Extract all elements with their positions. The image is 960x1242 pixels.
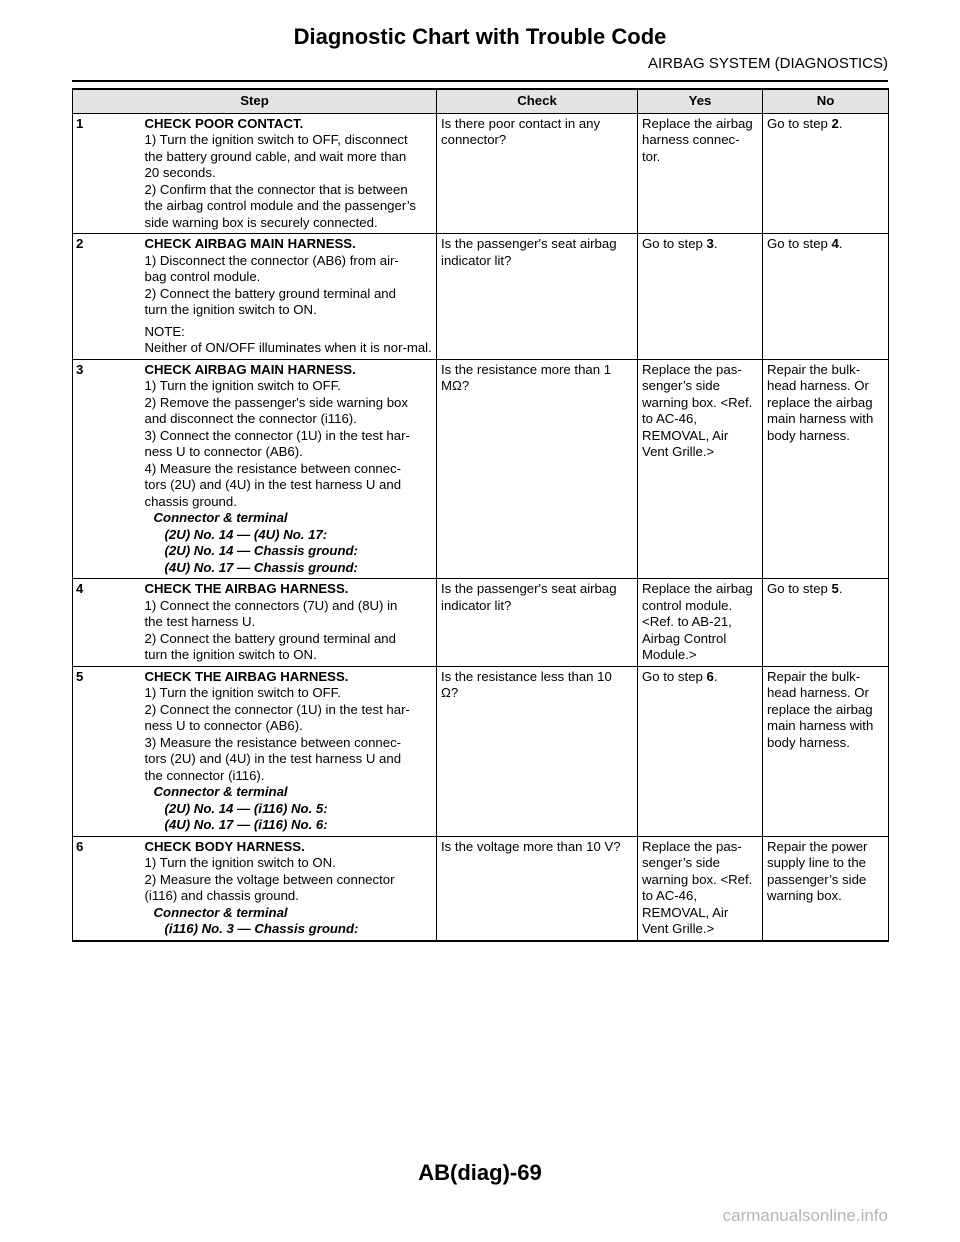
connector-terminal-row: (2U) No. 14 — Chassis ground: [164,543,358,558]
header-rule [72,80,888,82]
connector-terminal-header: Connector & terminal [153,510,288,525]
yes-goto-suffix: . [713,668,718,684]
step-instruction: tors (2U) and (4U) in the test harness U and [144,751,402,766]
step-instruction: 1) Turn the ignition switch to ON. [144,855,336,870]
diagnostic-table [72,88,889,942]
no-goto-step: 2 [831,115,839,131]
connector-terminal-header: Connector & terminal [153,784,288,799]
no-cell [763,359,889,579]
yes-text: Airbag Control [642,630,727,646]
no-goto-suffix: . [838,236,843,251]
step-instruction: ness U to connector (AB6). [144,718,303,733]
no-text: supply line to the [767,855,866,870]
check-text: Is there poor contact in any [441,115,601,131]
step-instruction: the test harness U. [144,614,256,629]
yes-text: Vent Grille.> [642,921,715,936]
no-goto-step: 5 [831,581,839,596]
yes-cell [638,836,763,941]
step-cell [143,234,437,360]
yes-text: warning box. <Ref. [642,394,753,410]
yes-text: senger’s side [642,855,720,870]
no-text: warning box. [767,888,842,903]
step-instruction: 2) Connect the battery ground terminal and [144,285,396,301]
table-row [73,579,889,667]
step-instruction: turn the ignition switch to ON. [144,302,317,317]
no-goto-text [767,236,885,253]
step-number-cell [73,666,143,836]
step-number-cell [73,234,143,360]
yes-goto-prefix: Go to step [642,236,707,251]
check-text: Is the resistance more than 1 [441,361,612,377]
check-text: Is the voltage more than 10 V? [441,838,621,854]
table-row [73,234,889,360]
step-instruction: 1) Turn the ignition switch to OFF. [144,378,341,393]
yes-cell [638,359,763,579]
step-number: 3 [76,361,84,377]
connector-terminal-row: (i116) No. 3 — Chassis ground: [164,921,359,936]
no-text: replace the airbag [767,701,873,717]
check-text: indicator lit? [441,597,512,613]
yes-text: <Ref. to AB-21, [642,614,732,629]
step-instruction: 1) Turn the ignition switch to OFF, disconnect [144,132,408,147]
table-row [73,359,889,579]
step-title: CHECK AIRBAG MAIN HARNESS. [144,361,356,377]
no-text: body harness. [767,427,850,443]
check-text: Is the resistance less than 10 [441,668,612,684]
yes-cell [638,666,763,836]
step-instruction: 3) Measure the resistance between connec- [144,734,402,750]
step-instruction: 1) Disconnect the connector (AB6) from air- [144,252,399,268]
yes-text: warning box. <Ref. [642,871,753,887]
table-header-row [73,89,889,113]
step-cell [143,359,437,579]
step-instruction: 2) Connect the connector (1U) in the test har- [144,701,410,717]
yes-text: REMOVAL, Air [642,904,729,920]
no-text: head harness. Or [767,685,869,700]
yes-text: to AC-46, [642,411,697,426]
step-instruction: side warning box is securely connected. [144,214,378,230]
step-instruction: (i116) and chassis ground. [144,888,299,903]
connector-terminal-row: (2U) No. 14 — (4U) No. 17: [164,526,328,542]
no-cell [763,836,889,941]
check-text: indicator lit? [441,252,512,268]
column-header-check: Check [437,89,638,113]
check-text: MΩ? [441,378,470,393]
step-number: 5 [76,668,84,684]
no-text: main harness with [767,411,874,426]
yes-text: REMOVAL, Air [642,427,729,443]
column-header-yes: Yes [638,89,763,113]
connector-terminal-header: Connector & terminal [153,904,288,920]
check-cell [437,359,638,579]
check-text: connector? [441,132,507,147]
check-text: Ω? [441,685,459,700]
step-instruction: turn the ignition switch to ON. [144,647,317,662]
yes-text: Replace the pas- [642,838,742,854]
yes-text: Replace the airbag [642,115,753,131]
step-instruction: the connector (i116). [144,767,265,783]
step-instruction: the battery ground cable, and wait more than [144,148,407,164]
step-number: 4 [76,581,84,596]
step-cell [143,113,437,234]
step-title: CHECK AIRBAG MAIN HARNESS. [144,236,356,251]
yes-text: senger’s side [642,378,720,393]
step-number-cell [73,113,143,234]
yes-cell [638,579,763,667]
no-text: Repair the bulk- [767,361,861,377]
yes-goto-suffix: . [713,236,718,251]
step-cell [143,579,437,667]
step-instruction: 1) Turn the ignition switch to OFF. [144,685,341,700]
table-body [73,113,889,941]
note-text: Neither of ON/OFF illuminates when it is nor-mal. [144,340,432,355]
yes-text: tor. [642,148,661,164]
page-number: AB(diag)-69 [418,1160,542,1185]
no-goto-suffix: . [838,581,843,596]
no-cell [763,113,889,234]
step-instruction: 4) Measure the resistance between connec- [144,460,402,476]
yes-text: Replace the airbag [642,581,753,596]
step-instruction: the airbag control module and the passenger’s [144,198,417,213]
no-cell [763,234,889,360]
no-goto-prefix: Go to step [767,581,832,596]
no-goto-suffix: . [838,115,843,131]
step-number-cell [73,359,143,579]
column-header-no: No [763,89,889,113]
step-cell [143,666,437,836]
page-title: Diagnostic Chart with Trouble Code [293,24,667,49]
no-text: head harness. Or [767,378,869,393]
step-instruction: chassis ground. [144,493,237,509]
yes-text: control module. [642,597,733,613]
check-cell [437,666,638,836]
connector-terminal-row: (4U) No. 17 — Chassis ground: [164,559,358,575]
step-instruction: 1) Connect the connectors (7U) and (8U) in [144,597,398,613]
no-goto-step: 4 [831,236,839,251]
check-text: Is the passenger's seat airbag [441,236,617,251]
step-title: CHECK BODY HARNESS. [144,838,305,854]
step-instruction: 20 seconds. [144,165,216,180]
yes-text: harness connec- [642,132,740,147]
check-text: Is the passenger's seat airbag [441,581,617,596]
step-number: 2 [76,236,84,251]
no-cell [763,666,889,836]
no-text: Repair the power [767,838,868,854]
no-goto-text [767,116,885,133]
step-instruction: 2) Remove the passenger's side warning box [144,394,408,410]
step-instruction: 2) Connect the battery ground terminal and [144,630,396,646]
note-label: NOTE: [144,323,185,339]
yes-goto-prefix: Go to step [642,668,707,684]
yes-goto-step: 3 [706,236,714,251]
step-number: 1 [76,115,84,131]
table-row [73,666,889,836]
no-goto-text [767,581,885,598]
step-instruction: 3) Connect the connector (1U) in the test har- [144,427,410,443]
section-label: AIRBAG SYSTEM (DIAGNOSTICS) [647,55,888,72]
no-cell [763,579,889,667]
yes-goto-text [642,669,759,686]
step-title: CHECK THE AIRBAG HARNESS. [144,581,349,596]
no-goto-prefix: Go to step [767,115,832,131]
no-text: passenger’s side [767,871,867,887]
step-number-cell [73,579,143,667]
watermark: carmanualsonline.info [722,1206,888,1225]
step-instruction: 2) Confirm that the connector that is between [144,181,408,197]
table-row [73,113,889,234]
yes-cell [638,113,763,234]
no-text: Repair the bulk- [767,668,861,684]
check-cell [437,836,638,941]
no-goto-prefix: Go to step [767,236,832,251]
step-title: CHECK THE AIRBAG HARNESS. [144,668,349,684]
column-header-step: Step [73,89,437,113]
no-text: body harness. [767,734,850,750]
step-title: CHECK POOR CONTACT. [144,115,304,131]
table-row [73,836,889,941]
check-cell [437,113,638,234]
step-instruction: bag control module. [144,269,261,284]
connector-terminal-row: (4U) No. 17 — (i116) No. 6: [164,817,328,832]
yes-text: Vent Grille.> [642,444,715,459]
step-instruction: and disconnect the connector (i116). [144,411,357,426]
step-number-cell [73,836,143,941]
yes-cell [638,234,763,360]
yes-goto-step: 6 [706,668,714,684]
yes-goto-text [642,236,759,253]
yes-text: to AC-46, [642,888,697,903]
check-cell [437,234,638,360]
step-instruction: ness U to connector (AB6). [144,444,303,459]
yes-text: Module.> [642,647,697,662]
step-number: 6 [76,838,84,854]
connector-terminal-row: (2U) No. 14 — (i116) No. 5: [164,800,328,816]
yes-text: Replace the pas- [642,361,742,377]
check-cell [437,579,638,667]
step-instruction: 2) Measure the voltage between connector [144,871,395,887]
step-instruction: tors (2U) and (4U) in the test harness U and [144,477,402,492]
no-text: main harness with [767,718,874,733]
no-text: replace the airbag [767,394,873,410]
step-cell [143,836,437,941]
